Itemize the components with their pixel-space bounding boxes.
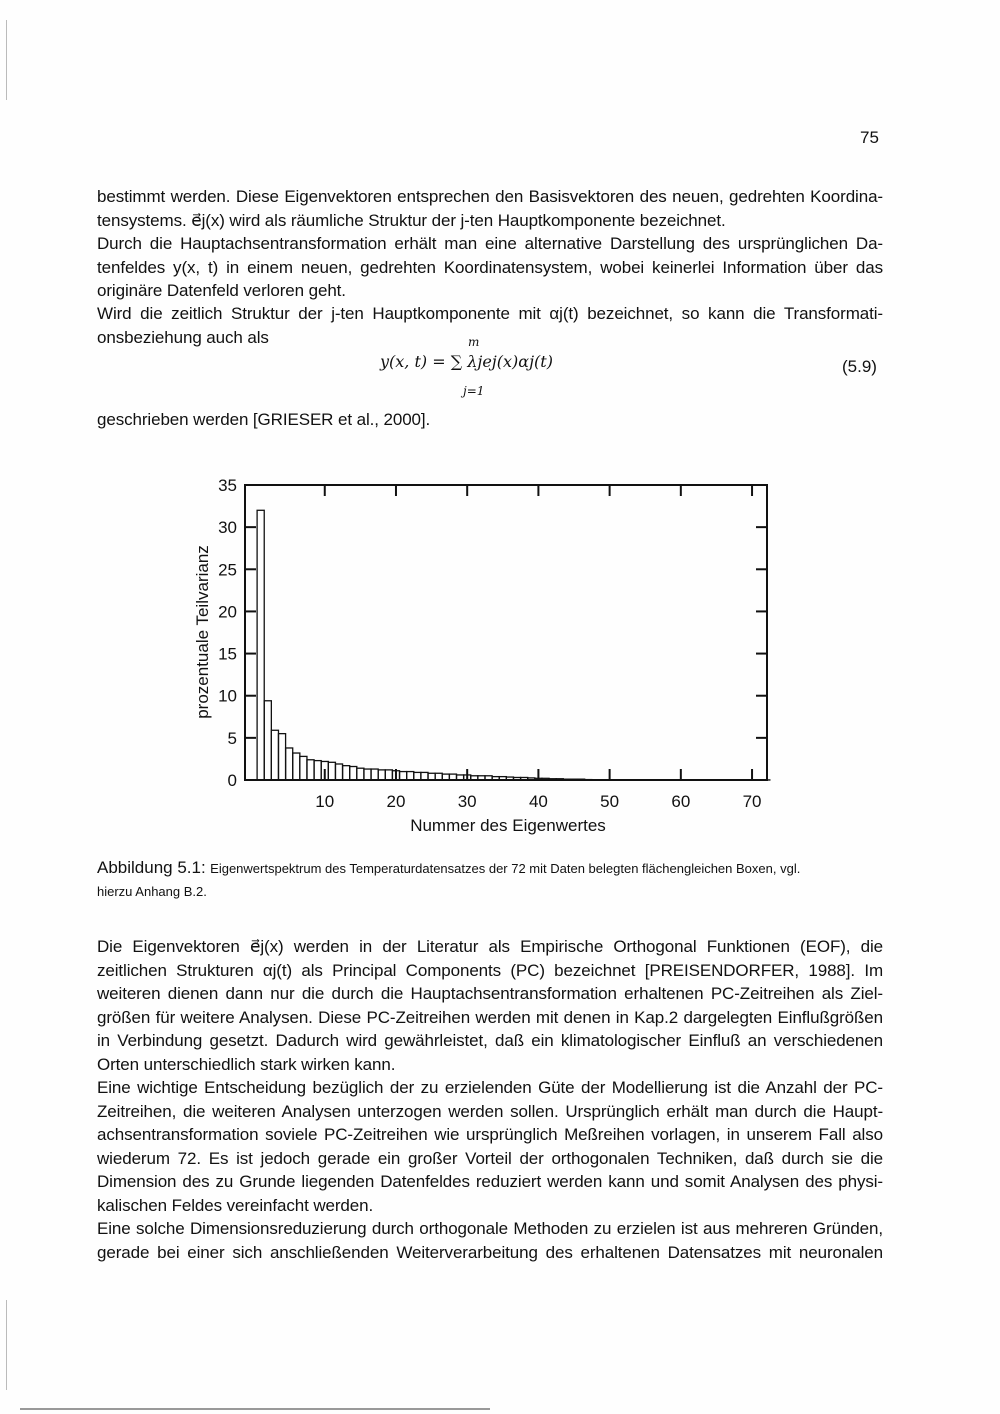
caption-text-2: hierzu Anhang B.2.	[97, 884, 207, 899]
bar	[371, 769, 378, 780]
text-line: gerade bei einer sich anschließenden Weiterverarbeitung des erhaltenen Datensatzes mit neuronalen	[97, 1242, 883, 1262]
bar	[286, 748, 293, 780]
text-line: originäre Datenfeld verloren geht.	[97, 281, 346, 301]
text-line: wiederum 72. Es ist jedoch gerade ein großer Vorteil der orthogonalen Techniken, daß durch sie die	[97, 1148, 883, 1168]
y-tick-label: 5	[227, 728, 237, 748]
bar	[421, 772, 428, 780]
bar	[314, 761, 321, 780]
x-tick-label: 60	[671, 792, 691, 811]
text-line: Dimension des zu Grunde liegenden Datenfeldes reduziert werden kann und somit Analysen des physi-	[97, 1172, 883, 1192]
bar	[293, 753, 300, 780]
bar	[364, 769, 371, 780]
text-line: tensystems. e⃗j(x) wird als räumliche Struktur der j-ten Hauptkomponente bezeichnet.	[97, 210, 726, 230]
bar	[271, 730, 278, 780]
equation-number: (5.9)	[842, 357, 877, 376]
text-line: kalischen Feldes vereinfacht werden.	[97, 1195, 374, 1215]
bar	[307, 760, 314, 780]
bar	[400, 772, 407, 780]
text-line: geschrieben werden [GRIESER et al., 2000].	[97, 410, 431, 429]
paragraph-7	[97, 1217, 883, 1264]
bar	[278, 734, 285, 780]
paragraph-5	[97, 935, 883, 1077]
text-line: in Verbindung gesetzt. Dadurch wird gewährleistet, daß ein klimatologischer Einfluß an verschiedenen	[97, 1031, 883, 1051]
text-line: tenfeldes y(x, t) in einem neuen, gedrehten Koordinatensystem, wobei keinerlei Information über das	[97, 257, 883, 277]
bar	[350, 767, 357, 780]
bar	[328, 762, 335, 780]
caption-label: Abbildung 5.1:	[97, 858, 206, 877]
x-tick-label: 70	[742, 792, 762, 811]
text-line: weiteren dienen dann nur die durch die Hauptachsentransformation erhaltenen PC-Zeitreihen als Ziel-	[97, 984, 883, 1004]
bar	[300, 756, 307, 780]
y-tick-label: 15	[218, 644, 237, 664]
text-line: bestimmt werden. Diese Eigenvektoren entsprechen den Basisvektoren des neuen, gedrehten Koordina-	[97, 187, 883, 206]
text-line: achsentransformation soviele PC-Zeitreihen wie ursprünglich Meßreihen vorlagen, in unserem Fall also	[97, 1125, 883, 1145]
bar	[378, 770, 385, 780]
x-tick-label: 40	[528, 792, 548, 811]
x-tick-label: 30	[457, 792, 477, 811]
bar	[414, 772, 421, 780]
y-tick-label: 0	[227, 771, 237, 790]
bar	[335, 764, 342, 780]
bar	[435, 773, 442, 780]
y-tick-label: 25	[218, 560, 237, 580]
caption-text: Eigenwertspektrum des Temperaturdatensatzes der 72 mit Daten belegten flächengleichen Boxen, vgl.	[210, 861, 801, 876]
text-line: Durch die Hauptachsentransformation erhält man eine alternative Darstellung des ursprünglichen Da-	[97, 234, 883, 253]
x-tick-label: 10	[315, 792, 335, 811]
y-tick-label: 35	[218, 476, 237, 495]
x-axis-label: Nummer des Eigenwertes	[410, 816, 606, 835]
text-line: onsbeziehung auch als	[97, 327, 269, 347]
y-tick-label: 20	[218, 602, 237, 622]
bar	[385, 770, 392, 780]
scan-artifact	[20, 1408, 490, 1410]
sum-lower-limit: j=1	[463, 384, 485, 398]
bar	[428, 773, 435, 780]
text-line: Die Eigenvektoren e⃗j(x) werden in der Literatur als Empirische Orthogonal Funktionen (EOF), die	[97, 937, 883, 956]
sum-upper-limit: m	[468, 335, 480, 349]
equation: y(x, t) = ∑ λjej(x)αj(t)	[380, 352, 553, 371]
paragraph-6	[97, 1076, 883, 1218]
text-line: Eine wichtige Entscheidung bezüglich der zu erzielenden Güte der Modellierung ist die Anzahl der PC-	[97, 1078, 883, 1097]
text-line: Zeitreihen, die weiteren Analysen unterzogen werden sollen. Ursprünglich erhält man durch die Haupt-	[97, 1101, 883, 1121]
plot-frame	[245, 485, 767, 780]
bar	[357, 768, 364, 780]
text-line: zeitlichen Strukturen αj(t) als Principal Components (PC) bezeichnet [PREISENDORFER, 1988]. Im	[97, 960, 883, 980]
x-tick-label: 50	[600, 792, 620, 811]
text-line: Wird die zeitlich Struktur der j-ten Hauptkomponente mit αj(t) bezeichnet, so kann die Transformati-	[97, 304, 883, 323]
bar	[343, 766, 350, 780]
figure-caption	[97, 856, 883, 903]
x-tick-label: 20	[386, 792, 406, 811]
text-line: größen für weitere Analysen. Diese PC-Zeitreihen werden mit denen in Kap.2 dargelegten Einflußgrößen	[97, 1007, 883, 1027]
bar	[407, 772, 414, 780]
y-tick-label: 30	[218, 518, 237, 538]
text-line: Eine solche Dimensionsreduzierung durch orthogonale Methoden zu erzielen ist aus mehreren Gründen,	[97, 1219, 883, 1238]
text-line: Orten unterschiedlich stark wirken kann.	[97, 1054, 396, 1074]
bar	[257, 510, 264, 780]
y-axis-label: prozentuale Teilvarianz	[193, 545, 212, 719]
page-number: 75	[860, 128, 879, 147]
y-tick-label: 10	[218, 686, 237, 706]
bar	[264, 701, 271, 780]
